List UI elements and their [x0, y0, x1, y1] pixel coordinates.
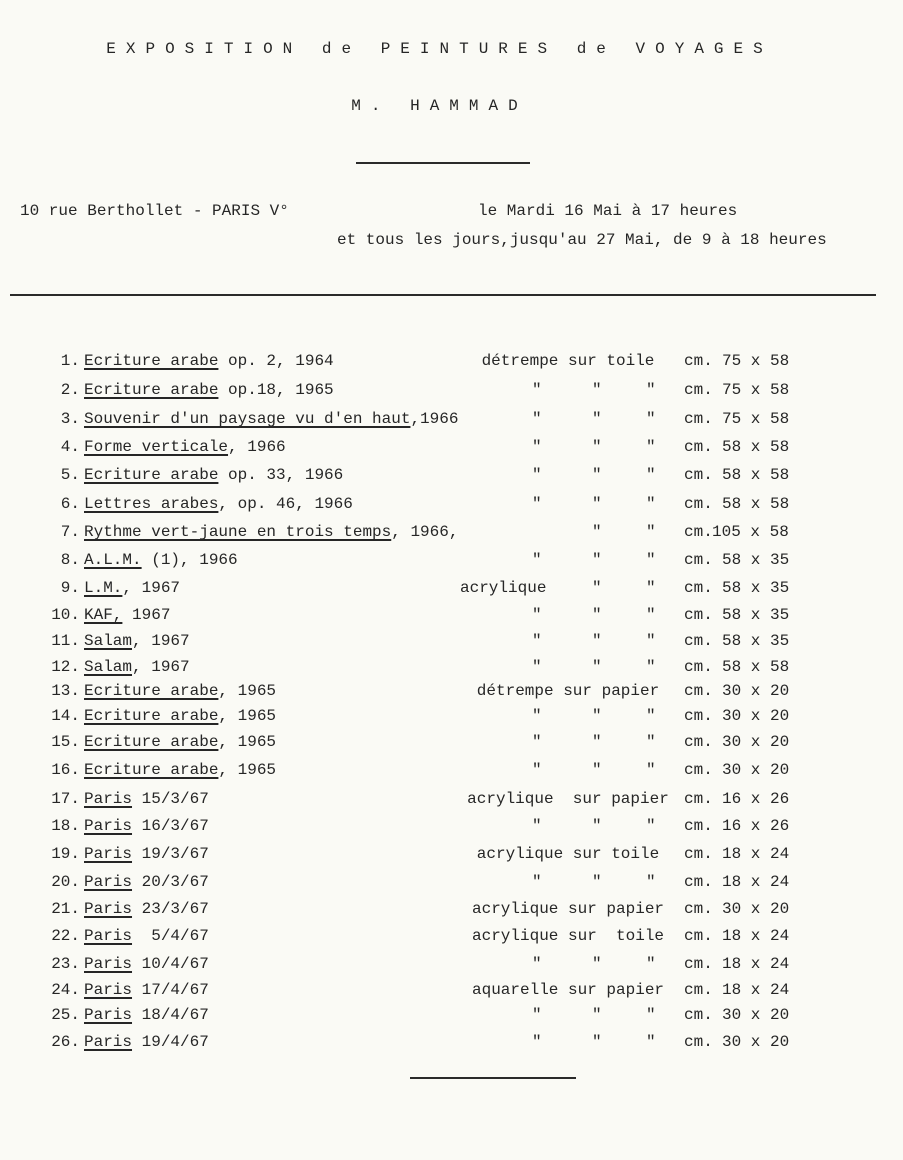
work-dimensions: 18 x 24 [722, 845, 790, 863]
work-number: 26. [51, 1033, 80, 1051]
work-dimensions: 30 x 20 [722, 1033, 790, 1051]
work-number: 19. [51, 845, 80, 863]
dimension-unit: cm. [684, 658, 713, 676]
work-row [0, 632, 903, 654]
dimension-unit: cm. [684, 845, 713, 863]
work-title: Paris [84, 1033, 133, 1051]
work-number: 25. [51, 1006, 80, 1024]
ditto-mark: " [592, 1006, 602, 1024]
work-row [0, 707, 903, 729]
work-row [0, 523, 903, 545]
technique-text: détrempe sur toile [481, 352, 655, 370]
work-title: Paris [84, 927, 133, 945]
opening-date: le Mardi 16 Mai à 17 heures [478, 202, 738, 220]
technique-text: acrylique sur papier [467, 790, 669, 808]
ditto-mark: " [532, 873, 542, 891]
work-number: 11. [51, 632, 80, 650]
work-details: 23/3/67 [132, 900, 209, 918]
work-number: 8. [60, 551, 80, 569]
work-row [0, 845, 903, 867]
dimension-unit: cm. [684, 551, 713, 569]
work-title-line [84, 579, 180, 597]
dimension-unit: cm. [684, 579, 713, 597]
work-number: 6. [60, 495, 80, 513]
work-dimensions: 16 x 26 [722, 790, 790, 808]
ditto-mark: " [532, 817, 542, 835]
work-row [0, 381, 903, 403]
ditto-mark: " [646, 873, 656, 891]
work-title-line [84, 761, 276, 779]
work-details: 19/4/67 [132, 1033, 209, 1051]
work-details: , op. 46, 1966 [218, 495, 353, 513]
ditto-mark: " [646, 733, 656, 751]
work-dimensions: 16 x 26 [722, 817, 790, 835]
work-title-line [84, 817, 209, 835]
exhibition-schedule: et tous les jours,jusqu'au 27 Mai, de 9 à 18 heures [337, 231, 827, 249]
ditto-mark: " [532, 381, 542, 399]
work-dimensions: 58 x 58 [722, 658, 790, 676]
technique-text: aquarelle sur papier [471, 981, 665, 999]
work-title: Ecriture arabe [84, 733, 219, 751]
work-number: 10. [51, 606, 80, 624]
work-dimensions: 58 x 58 [722, 466, 790, 484]
work-details: , 1965 [218, 733, 277, 751]
ditto-mark: " [646, 658, 656, 676]
work-title: Paris [84, 955, 133, 973]
work-title: Paris [84, 845, 133, 863]
work-row [0, 606, 903, 628]
ditto-mark: " [532, 466, 542, 484]
work-row [0, 1033, 903, 1055]
dimension-unit: cm. [684, 873, 713, 891]
work-number: 21. [51, 900, 80, 918]
work-number: 5. [60, 466, 80, 484]
ditto-mark: " [532, 658, 542, 676]
ditto-mark: " [646, 1006, 656, 1024]
ditto-mark: " [646, 438, 656, 456]
work-dimensions: 58 x 35 [722, 579, 790, 597]
work-number: 2. [60, 381, 80, 399]
ditto-mark: " [592, 438, 602, 456]
work-dimensions: 75 x 58 [722, 381, 790, 399]
work-dimensions: 58 x 35 [722, 551, 790, 569]
ditto-mark: " [592, 579, 602, 597]
work-title-line [84, 381, 334, 399]
work-number: 9. [60, 579, 80, 597]
work-title: Paris [84, 900, 133, 918]
work-number: 12. [51, 658, 80, 676]
work-title-line [84, 438, 286, 456]
dimension-unit: cm. [684, 955, 713, 973]
work-title-line [84, 845, 209, 863]
work-number: 17. [51, 790, 80, 808]
work-dimensions: 18 x 24 [722, 927, 790, 945]
dimension-unit: cm. [684, 981, 713, 999]
work-details: 18/4/67 [132, 1006, 209, 1024]
dimension-unit: cm. [684, 632, 713, 650]
ditto-mark: " [592, 466, 602, 484]
work-details: op. 33, 1966 [218, 466, 344, 484]
work-number: 15. [51, 733, 80, 751]
work-dimensions: 105 x 58 [712, 523, 789, 541]
technique-text: acrylique sur toile [476, 845, 660, 863]
ditto-mark: " [592, 1033, 602, 1051]
ditto-mark: " [592, 873, 602, 891]
ditto-mark: " [532, 551, 542, 569]
work-dimensions: 30 x 20 [722, 761, 790, 779]
dimension-unit: cm. [684, 682, 713, 700]
work-title: Ecriture arabe [84, 381, 219, 399]
work-dimensions: 75 x 58 [722, 352, 790, 370]
work-row [0, 733, 903, 755]
work-title: Ecriture arabe [84, 466, 219, 484]
work-row [0, 682, 903, 704]
venue-address: 10 rue Berthollet - PARIS V° [20, 202, 289, 220]
work-row [0, 790, 903, 812]
work-title-line [84, 873, 209, 891]
work-number: 18. [51, 817, 80, 835]
ditto-mark: " [592, 707, 602, 725]
work-row [0, 352, 903, 374]
work-details: 1967 [122, 606, 171, 624]
ditto-mark: " [592, 761, 602, 779]
ditto-mark: " [592, 523, 602, 541]
work-details: 20/3/67 [132, 873, 209, 891]
work-details: 17/4/67 [132, 981, 209, 999]
work-dimensions: 18 x 24 [722, 981, 790, 999]
ditto-mark: " [532, 606, 542, 624]
work-title: Paris [84, 817, 133, 835]
technique-text: détrempe sur papier [476, 682, 660, 700]
dimension-unit: cm. [684, 927, 713, 945]
work-title-line [84, 606, 170, 624]
work-details: , 1967 [132, 658, 190, 676]
ditto-mark: " [592, 606, 602, 624]
work-dimensions: 18 x 24 [722, 873, 790, 891]
work-title: Paris [84, 790, 133, 808]
work-dimensions: 30 x 20 [722, 900, 790, 918]
work-title: A.L.M. [84, 551, 142, 569]
ditto-mark: " [646, 466, 656, 484]
dimension-unit: cm. [684, 761, 713, 779]
work-details: (1), 1966 [141, 551, 238, 569]
work-title: Ecriture arabe [84, 707, 219, 725]
work-title-line [84, 410, 458, 428]
work-title: Ecriture arabe [84, 352, 219, 370]
ditto-mark: " [646, 761, 656, 779]
ditto-mark: " [592, 410, 602, 428]
ditto-mark: " [646, 410, 656, 428]
ditto-mark: " [592, 632, 602, 650]
dimension-unit: cm. [684, 1006, 713, 1024]
work-title: Rythme vert-jaune en trois temps [84, 523, 392, 541]
work-title-line [84, 733, 276, 751]
work-title-line [84, 1006, 209, 1024]
work-title-line [84, 707, 276, 725]
work-title-line [84, 523, 458, 541]
ditto-mark: " [592, 733, 602, 751]
work-row [0, 981, 903, 1003]
work-number: 7. [60, 523, 80, 541]
ditto-mark: " [592, 955, 602, 973]
work-number: 3. [60, 410, 80, 428]
work-number: 13. [51, 682, 80, 700]
work-row [0, 579, 903, 601]
work-details: ,1966 [410, 410, 459, 428]
technique-text: acrylique [460, 579, 547, 597]
ditto-mark: " [532, 1033, 542, 1051]
ditto-mark: " [646, 381, 656, 399]
ditto-mark: " [532, 438, 542, 456]
work-number: 24. [51, 981, 80, 999]
artist-name: M. HAMMAD [351, 97, 528, 115]
work-details: 15/3/67 [132, 790, 209, 808]
work-title: Paris [84, 1006, 133, 1024]
work-details: 16/3/67 [132, 817, 209, 835]
work-details: , 1965 [218, 707, 277, 725]
ditto-mark: " [646, 817, 656, 835]
work-number: 20. [51, 873, 80, 891]
work-details: 5/4/67 [132, 927, 209, 945]
dimension-unit: cm. [684, 900, 713, 918]
ditto-mark: " [592, 817, 602, 835]
work-title-line [84, 352, 334, 370]
work-details: 10/4/67 [132, 955, 209, 973]
work-row [0, 1006, 903, 1028]
work-title: Souvenir d'un paysage vu d'en haut [84, 410, 411, 428]
work-row [0, 410, 903, 432]
work-dimensions: 18 x 24 [722, 955, 790, 973]
work-title-line [84, 551, 238, 569]
work-details: op. 2, 1964 [218, 352, 334, 370]
work-row [0, 658, 903, 680]
work-number: 16. [51, 761, 80, 779]
work-title: Salam [84, 658, 133, 676]
ditto-mark: " [532, 632, 542, 650]
work-row [0, 761, 903, 783]
work-title-line [84, 900, 209, 918]
work-dimensions: 30 x 20 [722, 682, 790, 700]
work-number: 1. [60, 352, 80, 370]
dimension-unit: cm. [684, 790, 713, 808]
work-details: op.18, 1965 [218, 381, 334, 399]
work-row [0, 955, 903, 977]
work-details: , 1966, [391, 523, 459, 541]
dimension-unit: cm. [684, 466, 713, 484]
work-title: Paris [84, 873, 133, 891]
dimension-unit: cm. [684, 1033, 713, 1051]
ditto-mark: " [646, 632, 656, 650]
dimension-unit: cm. [684, 606, 713, 624]
ditto-mark: " [646, 495, 656, 513]
ditto-mark: " [646, 579, 656, 597]
work-dimensions: 30 x 20 [722, 707, 790, 725]
title-divider [356, 162, 530, 164]
technique-text: acrylique sur papier [471, 900, 665, 918]
work-row [0, 551, 903, 573]
work-title: Forme verticale [84, 438, 229, 456]
work-details: , 1965 [218, 761, 277, 779]
work-row [0, 495, 903, 517]
ditto-mark: " [646, 1033, 656, 1051]
work-title: L.M. [84, 579, 123, 597]
work-title: Ecriture arabe [84, 682, 219, 700]
dimension-unit: cm. [684, 438, 713, 456]
ditto-mark: " [646, 551, 656, 569]
ditto-mark: " [532, 707, 542, 725]
work-dimensions: 30 x 20 [722, 1006, 790, 1024]
work-dimensions: 58 x 35 [722, 606, 790, 624]
work-number: 4. [60, 438, 80, 456]
dimension-unit: cm. [684, 352, 713, 370]
work-dimensions: 58 x 58 [722, 495, 790, 513]
work-title-line [84, 632, 190, 650]
work-title-line [84, 790, 209, 808]
work-title-line [84, 658, 190, 676]
work-details: , 1967 [132, 632, 190, 650]
ditto-mark: " [592, 658, 602, 676]
work-details: , 1967 [122, 579, 181, 597]
dimension-unit: cm. [684, 523, 713, 541]
work-dimensions: 58 x 58 [722, 438, 790, 456]
work-details: 19/3/67 [132, 845, 209, 863]
ditto-mark: " [646, 523, 656, 541]
ditto-mark: " [646, 955, 656, 973]
exhibition-title: EXPOSITION de PEINTURES de VOYAGES [106, 40, 773, 58]
technique-text: acrylique sur toile [471, 927, 665, 945]
work-dimensions: 30 x 20 [722, 733, 790, 751]
ditto-mark: " [592, 495, 602, 513]
ditto-mark: " [532, 761, 542, 779]
work-details: , 1966 [228, 438, 286, 456]
work-title: Salam [84, 632, 133, 650]
ditto-mark: " [532, 495, 542, 513]
dimension-unit: cm. [684, 707, 713, 725]
dimension-unit: cm. [684, 410, 713, 428]
work-title: Paris [84, 981, 133, 999]
ditto-mark: " [646, 606, 656, 624]
work-number: 22. [51, 927, 80, 945]
ditto-mark: " [532, 1006, 542, 1024]
work-title-line [84, 927, 209, 945]
work-title-line [84, 682, 276, 700]
work-row [0, 900, 903, 922]
footer-divider [410, 1077, 576, 1079]
work-title-line [84, 981, 209, 999]
work-details: , 1965 [218, 682, 277, 700]
ditto-mark: " [592, 381, 602, 399]
ditto-mark: " [646, 707, 656, 725]
work-dimensions: 58 x 35 [722, 632, 790, 650]
work-title: KAF, [84, 606, 123, 624]
ditto-mark: " [592, 551, 602, 569]
dimension-unit: cm. [684, 817, 713, 835]
ditto-mark: " [532, 410, 542, 428]
dimension-unit: cm. [684, 495, 713, 513]
work-number: 14. [51, 707, 80, 725]
work-row [0, 927, 903, 949]
dimension-unit: cm. [684, 381, 713, 399]
work-row [0, 438, 903, 460]
work-title-line [84, 1033, 209, 1051]
header-divider [10, 294, 876, 296]
work-title: Ecriture arabe [84, 761, 219, 779]
work-dimensions: 75 x 58 [722, 410, 790, 428]
work-number: 23. [51, 955, 80, 973]
work-title-line [84, 466, 343, 484]
work-row [0, 817, 903, 839]
work-title-line [84, 495, 353, 513]
work-title-line [84, 955, 209, 973]
work-row [0, 466, 903, 488]
work-title: Lettres arabes [84, 495, 219, 513]
ditto-mark: " [532, 955, 542, 973]
work-row [0, 873, 903, 895]
ditto-mark: " [532, 733, 542, 751]
dimension-unit: cm. [684, 733, 713, 751]
